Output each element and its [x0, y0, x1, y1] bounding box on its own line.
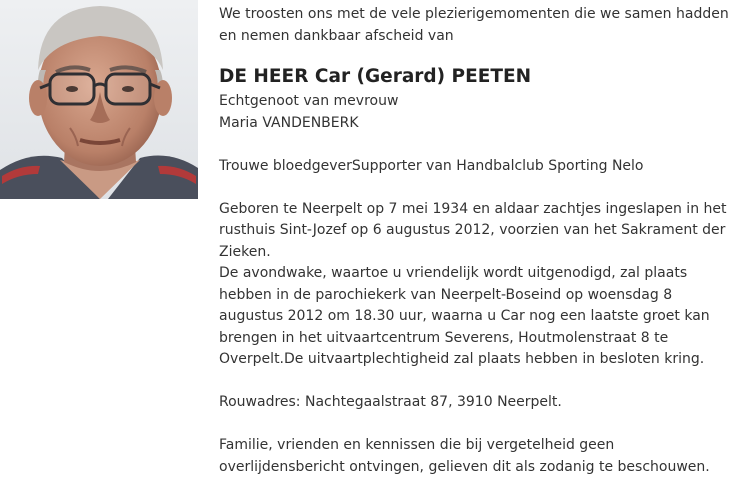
details-line-8: Overpelt.De uitvaartplechtigheid zal plaats hebben in besloten kring.	[219, 351, 705, 367]
portrait-photo	[0, 0, 198, 199]
intro-line-1: We troosten ons met de vele plezierigemomenten die we samen hadden	[219, 6, 729, 22]
spouse-info	[219, 91, 735, 134]
closing-line-1: Familie, vrienden en kennissen die bij vergetelheid geen	[219, 437, 615, 453]
deceased-name: DE HEER Car (Gerard) PEETEN	[219, 66, 532, 87]
details-paragraph	[219, 199, 735, 371]
intro-text	[219, 4, 735, 47]
mourning-address: Rouwadres: Nachtegaalstraat 87, 3910 Neerpelt.	[219, 394, 562, 410]
spouse-line-1: Echtgenoot van mevrouw	[219, 93, 399, 109]
details-line-4: De avondwake, waartoe u vriendelijk wordt uitgenodigd, zal plaats	[219, 265, 688, 281]
closing-paragraph	[219, 435, 735, 478]
details-line-7: brengen in het uitvaartcentrum Severens, Houtmolenstraat 8 te	[219, 329, 669, 346]
details-line-2: rusthuis Sint-Jozef op 6 augustus 2012, voorzien van het Sakrament der	[219, 222, 726, 238]
tribute-text: Trouwe bloedgeverSupporter van Handbalclub Sporting Nelo	[219, 157, 644, 174]
closing-line-2: overlijdensbericht ontvingen, gelieven dit als zodanig te beschouwen.	[219, 458, 710, 475]
details-line-5: hebben in de parochiekerk van Neerpelt-Boseind op woensdag 8	[219, 286, 673, 303]
obituary-text	[219, 4, 735, 478]
portrait-illustration	[0, 0, 198, 199]
details-line-6: augustus 2012 om 18.30 uur, waarna u Car nog een laatste groet kan	[219, 308, 710, 324]
spouse-line-2: Maria VANDENBERK	[219, 114, 359, 131]
intro-line-2: en nemen dankbaar afscheid van	[219, 27, 454, 44]
details-line-1: Geboren te Neerpelt op 7 mei 1934 en aldaar zachtjes ingeslapen in het	[219, 200, 727, 217]
details-line-3: Zieken.	[219, 243, 271, 260]
